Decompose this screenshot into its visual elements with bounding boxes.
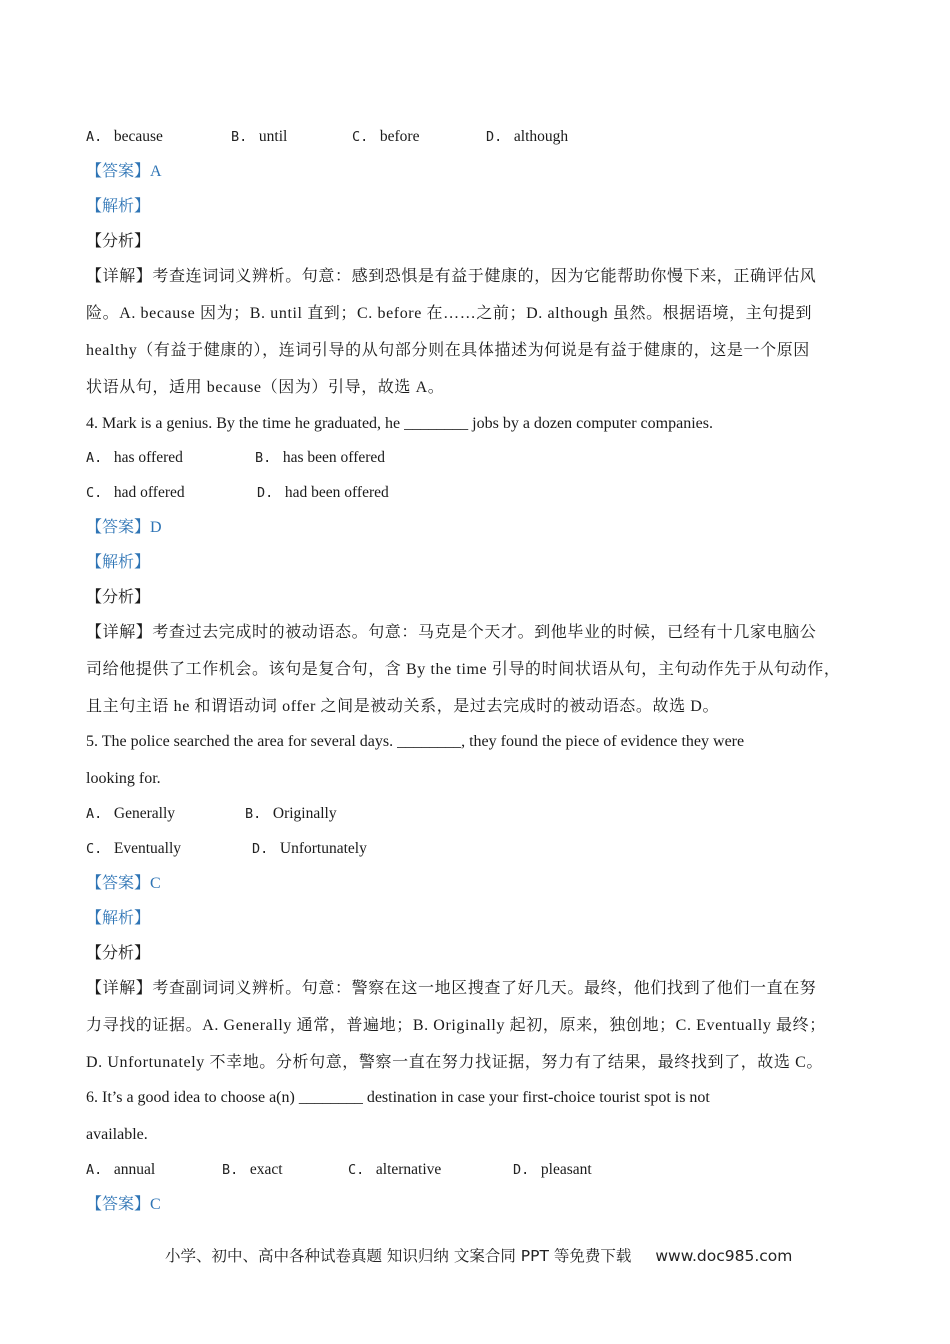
q4-option-b: B. has been offered (255, 449, 386, 466)
q3-detail-line-2: 险。A. because 因为；B. until 直到；C. before 在……之前；D. although 虽然。根据语境，主句提到 (86, 305, 813, 322)
q5-analysis-label: 【解析】 (86, 910, 151, 927)
q3-fenxi-label: 【分析】 (86, 233, 151, 250)
q6-option-d: D. pleasant (513, 1161, 592, 1178)
q3-option-b: B. until (231, 128, 288, 145)
q3-option-c: C. before (352, 128, 420, 145)
q5-detail-line-3: D. Unfortunately 不幸地。分析句意，警察一直在努力找证据，努力有了结果，最终找到了，故选 C。 (86, 1054, 823, 1071)
q5-stem-line-1: 5. The police searched the area for several days. ________, they found the piece of evidence they were (86, 733, 745, 750)
q4-option-d: D. had been offered (257, 484, 389, 501)
page-footer (165, 1244, 792, 1266)
q4-option-c: C. had offered (86, 484, 185, 501)
q3-detail-line-4: 状语从句，适用 because（因为）引导，故选 A。 (86, 379, 445, 396)
q3-answer: 【答案】A (86, 163, 162, 180)
q3-detail-line-1: 【详解】考查连词词义辨析。句意：感到恐惧是有益于健康的，因为它能帮助你慢下来，正确评估风 (86, 268, 817, 285)
q4-answer: 【答案】D (86, 519, 162, 536)
q5-fenxi-label: 【分析】 (86, 945, 151, 962)
q4-fenxi-label: 【分析】 (86, 589, 151, 606)
q3-detail-line-3: healthy（有益于健康的），连词引导的从句部分则在具体描述为何说是有益于健康的，这是一个原因 (86, 342, 810, 359)
q4-detail-line-3: 且主句主语 he 和谓语动词 offer 之间是被动关系，是过去完成时的被动语态。故选 D。 (86, 698, 720, 715)
footer-text: 小学、初中、高中各种试卷真题 知识归纳 文案合同 PPT 等免费下载 (165, 1247, 632, 1265)
q5-option-a: A. Generally (86, 805, 175, 822)
q6-option-b: B. exact (222, 1161, 283, 1178)
q5-answer: 【答案】C (86, 875, 161, 892)
q6-stem-line-1: 6. It’s a good idea to choose a(n) ________ destination in case your first-choice tourist spot is not (86, 1089, 710, 1106)
footer-site-link[interactable]: www.doc985.com (655, 1247, 793, 1265)
q5-option-b: B. Originally (245, 805, 337, 822)
q5-stem-line-2: looking for. (86, 770, 161, 787)
q6-option-c: C. alternative (348, 1161, 442, 1178)
q6-stem-line-2: available. (86, 1126, 148, 1143)
q3-option-d: D. although (486, 128, 569, 145)
q5-option-d: D. Unfortunately (252, 840, 367, 857)
q3-analysis-label: 【解析】 (86, 198, 151, 215)
q4-stem: 4. Mark is a genius. By the time he graduated, he ________ jobs by a dozen computer companies. (86, 415, 713, 432)
q6-answer: 【答案】C (86, 1196, 161, 1213)
q4-detail-line-1: 【详解】考查过去完成时的被动语态。句意：马克是个天才。到他毕业的时候，已经有十几家电脑公 (86, 624, 817, 641)
q3-option-a: A. because (86, 128, 163, 145)
q4-detail-line-2: 司给他提供了工作机会。该句是复合句，含 By the time 引导的时间状语从句，主句动作先于从句动作， (86, 661, 841, 678)
q4-analysis-label: 【解析】 (86, 554, 151, 571)
q5-detail-line-1: 【详解】考查副词词义辨析。句意：警察在这一地区搜查了好几天。最终，他们找到了他们一直在努 (86, 980, 817, 997)
q4-option-a: A. has offered (86, 449, 183, 466)
q5-detail-line-2: 力寻找的证据。A. Generally 通常，普遍地；B. Originally 起初，原来，独创地；C. Eventually 最终； (86, 1017, 826, 1034)
q6-option-a: A. annual (86, 1161, 156, 1178)
q5-option-c: C. Eventually (86, 840, 182, 857)
